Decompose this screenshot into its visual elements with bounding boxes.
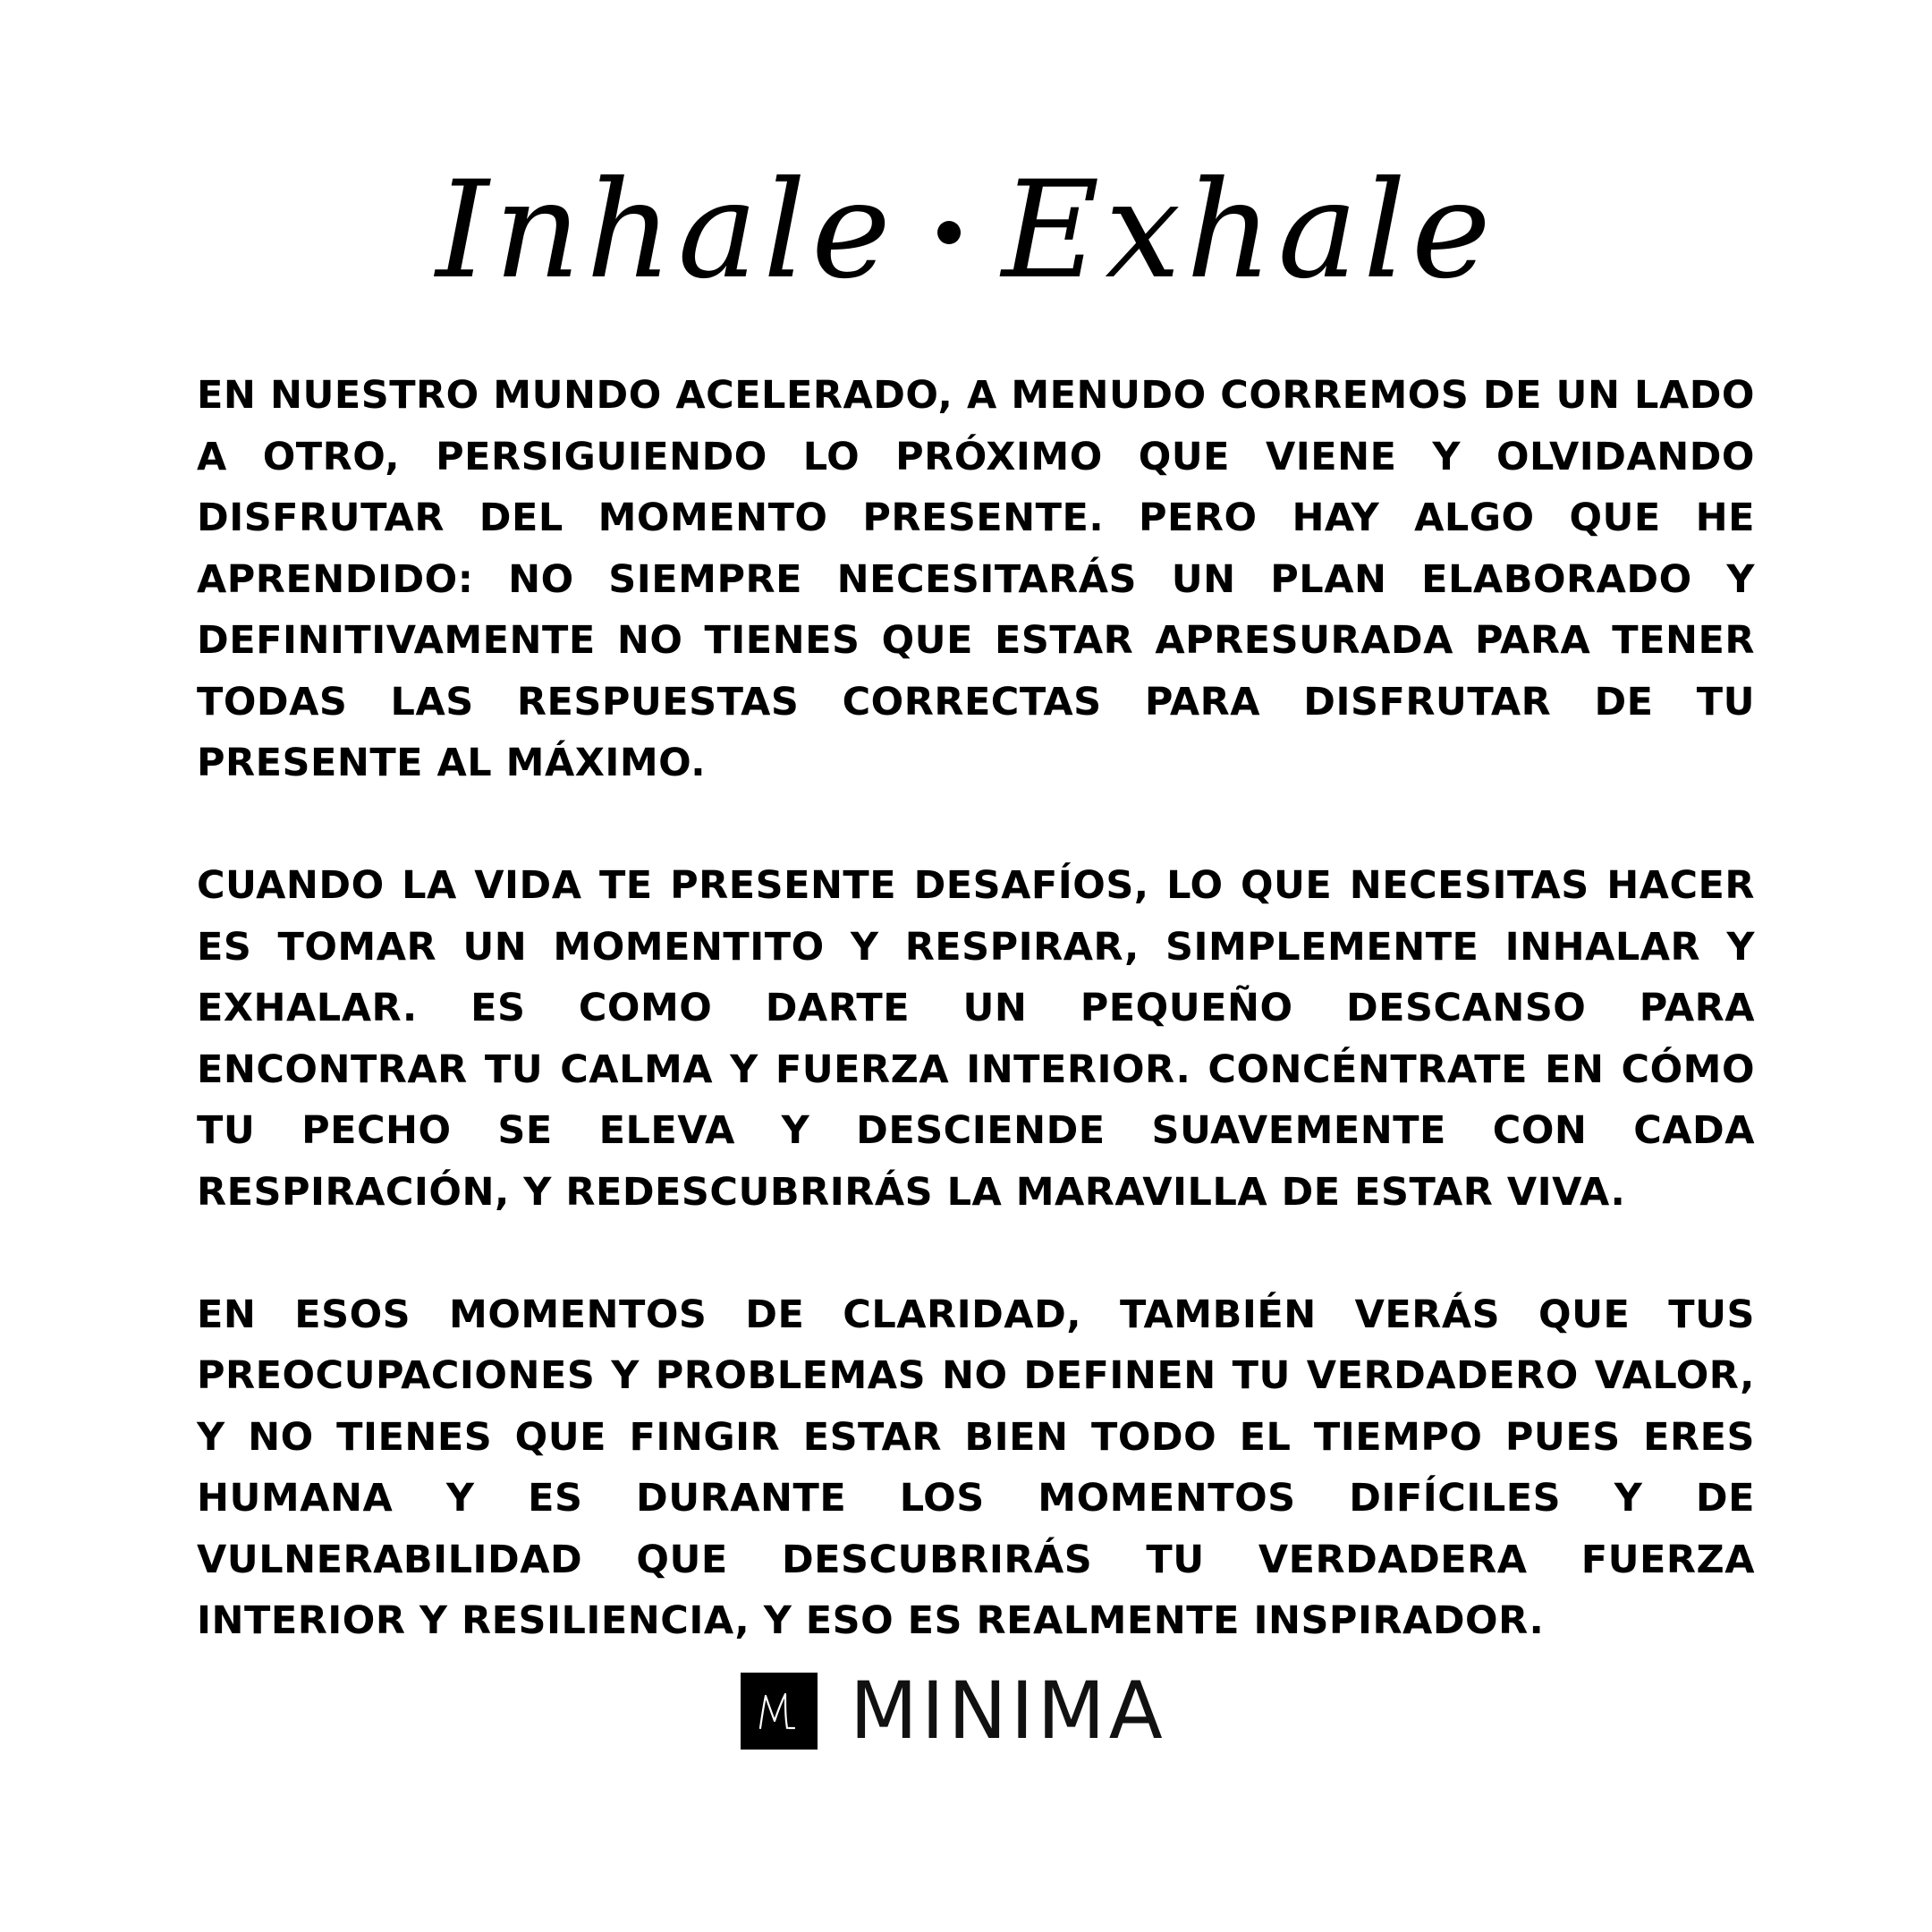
body-text	[197, 365, 1755, 1713]
minima-m-logo-icon	[741, 1673, 818, 1750]
brand-name: MINIMA	[850, 1665, 1166, 1757]
title-exhale: Exhale	[1001, 153, 1496, 309]
brand-logo	[741, 1665, 1166, 1757]
paragraph-1: EN NUESTRO MUNDO ACELERADO, A MENUDO CORREMOS DE UN LADO A OTRO, PERSIGUIENDO LO PRÓXIMO QUE VIENE Y OLVIDANDO DISFRUTAR DEL MOMENTO PRESENTE. PERO HAY ALGO QUE HE APRENDIDO: NO SIEMPRE NECESITARÁS UN PLAN ELABORADO Y DEFINITIVAMENTE NO TIENES QUE ESTAR APRESURADA PARA TENER TODAS LAS RESPUESTAS CORRECTAS PARA DISFRUTAR DE TU PRESENTE AL MÁXIMO.	[197, 373, 1755, 785]
paragraph-3: EN ESOS MOMENTOS DE CLARIDAD, TAMBIÉN VERÁS QUE TUS PREOCUPACIONES Y PROBLEMAS NO DEFINEN TU VERDADERO VALOR, Y NO TIENES QUE FINGIR ESTAR BIEN TODO EL TIEMPO PUES ERES HUMANA Y ES DURANTE LOS MOMENTOS DIFÍCILES Y DE VULNERABILIDAD QUE DESCUBRIRÁS TU VERDADERA FUERZA INTERIOR Y RESILIENCIA, Y ESO ES REALMENTE INSPIRADOR.	[197, 1292, 1755, 1643]
title-inhale: Inhale	[436, 153, 896, 309]
paragraph-2: CUANDO LA VIDA TE PRESENTE DESAFÍOS, LO QUE NECESITAS HACER ES TOMAR UN MOMENTITO Y RESPIRAR, SIMPLEMENTE INHALAR Y EXHALAR. ES COMO DARTE UN PEQUEÑO DESCANSO PARA ENCONTRAR TU CALMA Y FUERZA INTERIOR. CONCÉNTRATE EN CÓMO TU PECHO SE ELEVA Y DESCIENDE SUAVEMENTE CON CADA RESPIRACIÓN, Y REDESCUBRIRÁS LA MARAVILLA DE ESTAR VIVA.	[197, 863, 1755, 1215]
bullet-dot-icon	[937, 221, 961, 244]
page-title	[0, 150, 1932, 311]
